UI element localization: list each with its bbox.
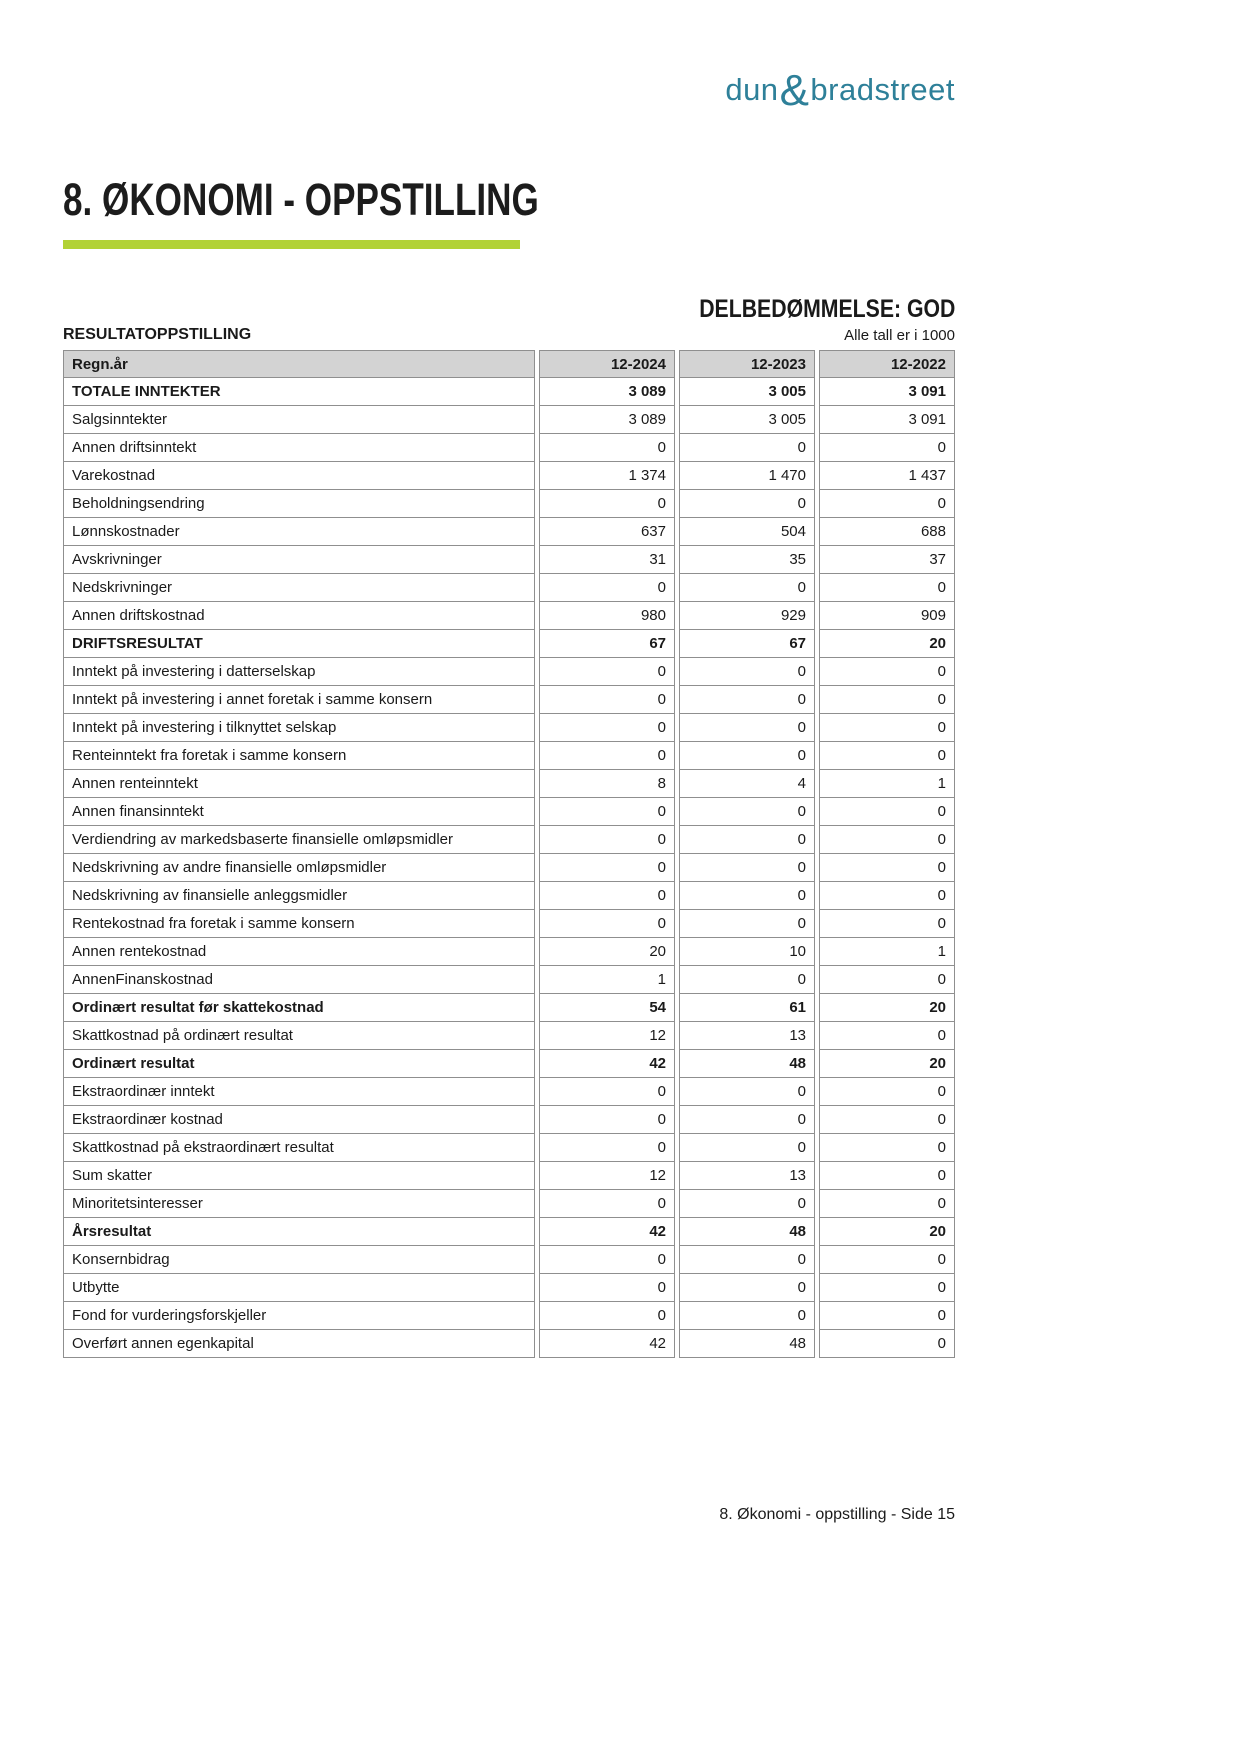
row-value: 20 xyxy=(819,1050,955,1078)
row-label: Annen driftskostnad xyxy=(63,602,535,630)
table-row xyxy=(63,1078,955,1106)
row-value: 0 xyxy=(679,1078,815,1106)
row-value: 0 xyxy=(679,826,815,854)
column-header-12-2023: 12-2023 xyxy=(679,350,815,378)
row-value: 688 xyxy=(819,518,955,546)
row-value: 0 xyxy=(819,910,955,938)
row-label: Konsernbidrag xyxy=(63,1246,535,1274)
table-row xyxy=(63,1134,955,1162)
row-value: 0 xyxy=(539,1134,675,1162)
table-row xyxy=(63,1274,955,1302)
row-value: 0 xyxy=(819,882,955,910)
row-value: 0 xyxy=(819,658,955,686)
column-header-regnaar: Regn.år xyxy=(63,350,535,378)
row-value: 0 xyxy=(819,434,955,462)
row-value: 0 xyxy=(539,1190,675,1218)
row-value: 980 xyxy=(539,602,675,630)
row-value: 0 xyxy=(679,1246,815,1274)
row-value: 0 xyxy=(539,1246,675,1274)
row-value: 0 xyxy=(679,434,815,462)
row-value: 0 xyxy=(539,490,675,518)
row-label: Rentekostnad fra foretak i samme konsern xyxy=(63,910,535,938)
row-value: 12 xyxy=(539,1162,675,1190)
row-value: 0 xyxy=(539,1078,675,1106)
row-label: Salgsinntekter xyxy=(63,406,535,434)
row-value: 3 089 xyxy=(539,406,675,434)
row-value: 0 xyxy=(539,1274,675,1302)
row-value: 0 xyxy=(539,434,675,462)
row-label: Lønnskostnader xyxy=(63,518,535,546)
row-label: Skattkostnad på ordinært resultat xyxy=(63,1022,535,1050)
row-value: 0 xyxy=(679,490,815,518)
row-value: 0 xyxy=(679,882,815,910)
row-value: 0 xyxy=(539,798,675,826)
row-value: 42 xyxy=(539,1050,675,1078)
row-value: 0 xyxy=(539,742,675,770)
row-value: 0 xyxy=(539,910,675,938)
row-value: 13 xyxy=(679,1022,815,1050)
row-value: 10 xyxy=(679,938,815,966)
table-row xyxy=(63,630,955,658)
row-value: 4 xyxy=(679,770,815,798)
table-row xyxy=(63,798,955,826)
row-value: 20 xyxy=(539,938,675,966)
row-label: Overført annen egenkapital xyxy=(63,1330,535,1358)
row-value: 0 xyxy=(679,686,815,714)
results-table xyxy=(63,350,955,1358)
row-value: 0 xyxy=(679,714,815,742)
table-title: RESULTATOPPSTILLING xyxy=(63,326,252,343)
row-label: DRIFTSRESULTAT xyxy=(63,630,535,658)
row-label: Annen rentekostnad xyxy=(63,938,535,966)
row-label: Fond for vurderingsforskjeller xyxy=(63,1302,535,1330)
page-footer: 8. Økonomi - oppstilling - Side 15 xyxy=(719,1506,955,1523)
row-label: Skattkostnad på ekstraordinært resultat xyxy=(63,1134,535,1162)
row-value: 0 xyxy=(679,910,815,938)
row-value: 0 xyxy=(819,1134,955,1162)
row-value: 0 xyxy=(679,1106,815,1134)
table-row xyxy=(63,770,955,798)
row-label: Avskrivninger xyxy=(63,546,535,574)
row-value: 0 xyxy=(819,742,955,770)
row-value: 0 xyxy=(679,1274,815,1302)
row-label: Sum skatter xyxy=(63,1162,535,1190)
row-value: 0 xyxy=(679,854,815,882)
row-value: 1 xyxy=(539,966,675,994)
row-value: 42 xyxy=(539,1330,675,1358)
row-value: 48 xyxy=(679,1330,815,1358)
row-value: 0 xyxy=(539,826,675,854)
table-row xyxy=(63,938,955,966)
row-value: 13 xyxy=(679,1162,815,1190)
row-value: 0 xyxy=(819,1162,955,1190)
row-value: 0 xyxy=(819,1106,955,1134)
table-row xyxy=(63,658,955,686)
row-value: 1 470 xyxy=(679,462,815,490)
row-value: 0 xyxy=(679,1190,815,1218)
table-row xyxy=(63,686,955,714)
row-value: 0 xyxy=(819,490,955,518)
results-table-body xyxy=(63,378,955,1358)
row-value: 20 xyxy=(819,994,955,1022)
table-row xyxy=(63,574,955,602)
page-content xyxy=(63,0,955,1358)
table-row xyxy=(63,1218,955,1246)
table-row xyxy=(63,1050,955,1078)
row-label: Ekstraordinær kostnad xyxy=(63,1106,535,1134)
row-label: Verdiendring av markedsbaserte finansielle omløpsmidler xyxy=(63,826,535,854)
logo-word-bradstreet: bradstreet xyxy=(810,72,955,107)
table-row xyxy=(63,1162,955,1190)
row-value: 1 374 xyxy=(539,462,675,490)
row-value: 0 xyxy=(819,574,955,602)
row-value: 0 xyxy=(819,714,955,742)
row-value: 3 005 xyxy=(679,378,815,406)
row-value: 0 xyxy=(819,1274,955,1302)
row-value: 0 xyxy=(539,714,675,742)
row-value: 0 xyxy=(679,742,815,770)
logo-word-dun: dun xyxy=(725,72,779,107)
row-value: 12 xyxy=(539,1022,675,1050)
row-value: 0 xyxy=(539,658,675,686)
row-label: Renteinntekt fra foretak i samme konsern xyxy=(63,742,535,770)
row-value: 0 xyxy=(539,1302,675,1330)
assessment-text: DELBEDØMMELSE: GOD xyxy=(698,295,955,323)
row-value: 0 xyxy=(679,574,815,602)
row-value: 909 xyxy=(819,602,955,630)
column-header-12-2024: 12-2024 xyxy=(539,350,675,378)
row-value: 0 xyxy=(819,826,955,854)
row-value: 35 xyxy=(679,546,815,574)
row-label: Annen renteinntekt xyxy=(63,770,535,798)
row-value: 0 xyxy=(819,1330,955,1358)
row-value: 48 xyxy=(679,1050,815,1078)
table-row xyxy=(63,910,955,938)
row-value: 0 xyxy=(539,686,675,714)
row-value: 20 xyxy=(819,630,955,658)
row-label: Annen driftsinntekt xyxy=(63,434,535,462)
table-row xyxy=(63,434,955,462)
row-value: 0 xyxy=(819,966,955,994)
row-value: 1 xyxy=(819,770,955,798)
table-row xyxy=(63,490,955,518)
row-value: 3 091 xyxy=(819,406,955,434)
row-value: 61 xyxy=(679,994,815,1022)
row-label: Beholdningsendring xyxy=(63,490,535,518)
row-value: 0 xyxy=(679,966,815,994)
table-row xyxy=(63,882,955,910)
page-title xyxy=(63,174,955,226)
row-value: 504 xyxy=(679,518,815,546)
table-row xyxy=(63,994,955,1022)
row-label: TOTALE INNTEKTER xyxy=(63,378,535,406)
row-label: Nedskrivninger xyxy=(63,574,535,602)
row-value: 3 091 xyxy=(819,378,955,406)
row-value: 0 xyxy=(679,1302,815,1330)
table-header-row xyxy=(63,350,955,378)
page-title-text: 8. ØKONOMI - OPPSTILLING xyxy=(63,174,539,225)
row-value: 0 xyxy=(539,574,675,602)
table-row xyxy=(63,406,955,434)
row-value: 0 xyxy=(539,882,675,910)
row-value: 0 xyxy=(819,1246,955,1274)
table-row xyxy=(63,966,955,994)
row-label: Varekostnad xyxy=(63,462,535,490)
table-row xyxy=(63,378,955,406)
ampersand-icon: & xyxy=(779,66,810,115)
row-label: Ordinært resultat xyxy=(63,1050,535,1078)
row-value: 67 xyxy=(539,630,675,658)
row-value: 0 xyxy=(819,1078,955,1106)
row-label: AnnenFinanskostnad xyxy=(63,966,535,994)
row-label: Utbytte xyxy=(63,1274,535,1302)
row-value: 0 xyxy=(679,658,815,686)
row-label: Inntekt på investering i datterselskap xyxy=(63,658,535,686)
table-row xyxy=(63,518,955,546)
dun-and-bradstreet-logo xyxy=(63,66,955,116)
row-value: 637 xyxy=(539,518,675,546)
table-row xyxy=(63,546,955,574)
row-value: 8 xyxy=(539,770,675,798)
row-value: 0 xyxy=(679,1134,815,1162)
row-value: 0 xyxy=(819,1190,955,1218)
row-value: 0 xyxy=(819,1302,955,1330)
row-value: 31 xyxy=(539,546,675,574)
row-value: 3 005 xyxy=(679,406,815,434)
row-value: 0 xyxy=(819,798,955,826)
row-value: 929 xyxy=(679,602,815,630)
column-header-12-2022: 12-2022 xyxy=(819,350,955,378)
row-value: 0 xyxy=(819,854,955,882)
table-row xyxy=(63,826,955,854)
table-row xyxy=(63,1106,955,1134)
row-value: 1 xyxy=(819,938,955,966)
row-value: 37 xyxy=(819,546,955,574)
table-row xyxy=(63,602,955,630)
table-row xyxy=(63,1190,955,1218)
assessment-label xyxy=(63,295,955,324)
row-value: 54 xyxy=(539,994,675,1022)
units-note: Alle tall er i 1000 xyxy=(844,327,955,344)
row-label: Nedskrivning av finansielle anleggsmidler xyxy=(63,882,535,910)
table-row xyxy=(63,1022,955,1050)
table-row xyxy=(63,1246,955,1274)
table-row xyxy=(63,1330,955,1358)
title-accent-bar xyxy=(63,240,520,249)
row-label: Ordinært resultat før skattekostnad xyxy=(63,994,535,1022)
row-label: Ekstraordinær inntekt xyxy=(63,1078,535,1106)
row-value: 0 xyxy=(819,686,955,714)
row-label: Nedskrivning av andre finansielle omløpsmidler xyxy=(63,854,535,882)
row-value: 42 xyxy=(539,1218,675,1246)
row-value: 48 xyxy=(679,1218,815,1246)
row-value: 0 xyxy=(539,1106,675,1134)
table-row xyxy=(63,462,955,490)
row-value: 67 xyxy=(679,630,815,658)
row-label: Inntekt på investering i tilknyttet selskap xyxy=(63,714,535,742)
row-value: 0 xyxy=(819,1022,955,1050)
row-value: 0 xyxy=(679,798,815,826)
row-value: 3 089 xyxy=(539,378,675,406)
table-row xyxy=(63,742,955,770)
table-row xyxy=(63,714,955,742)
table-row xyxy=(63,854,955,882)
row-label: Minoritetsinteresser xyxy=(63,1190,535,1218)
row-label: Annen finansinntekt xyxy=(63,798,535,826)
row-value: 0 xyxy=(539,854,675,882)
row-value: 20 xyxy=(819,1218,955,1246)
table-caption-row xyxy=(63,326,955,344)
row-label: Årsresultat xyxy=(63,1218,535,1246)
row-value: 1 437 xyxy=(819,462,955,490)
table-row xyxy=(63,1302,955,1330)
row-label: Inntekt på investering i annet foretak i samme konsern xyxy=(63,686,535,714)
